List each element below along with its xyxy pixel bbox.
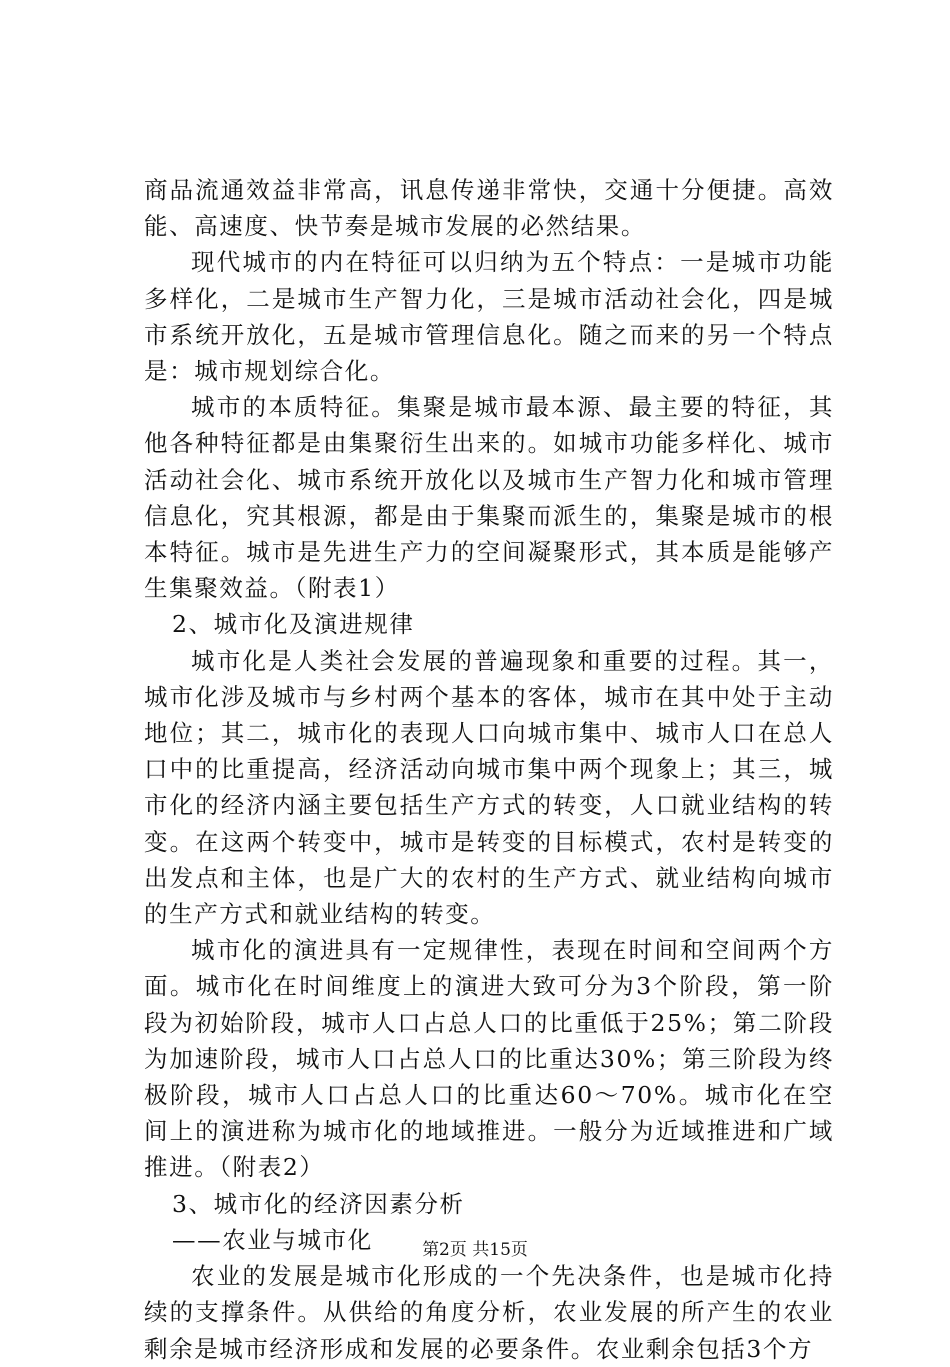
paragraph: 现代城市的内在特征可以归纳为五个特点：一是城市功能多样化，二是城市生产智力化，三是城市活动社会化，四是城市系统开放化，五是城市管理信息化。随之而来的另一个特点是：城市规划综合化。 xyxy=(144,248,834,386)
paragraph: 商品流通效益非常高，讯息传递非常快，交通十分便捷。高效能、高速度、快节奏是城市发展的必然结果。 xyxy=(144,176,834,241)
section-heading: 3、城市化的经济因素分析 xyxy=(172,1189,465,1218)
page-footer: 第2页 共15页 xyxy=(422,1240,528,1260)
paragraph: 城市化的演进具有一定规律性，表现在时间和空间两个方面。城市化在时间维度上的演进大致可分为3个阶段，第一阶段为初始阶段，城市人口占总人口的比重低于25%；第二阶段为加速阶段，城市人口占总人口的比重达30%；第三阶段为终极阶段，城市人口占总人口的比重达60～70%。城市化在空间上的演进称为城市化的地域推进。一般分为近域推进和广域推进。（附表2） xyxy=(144,936,834,1182)
paragraph: 城市的本质特征。集聚是城市最本源、最主要的特征，其他各种特征都是由集聚衍生出来的。如城市功能多样化、城市活动社会化、城市系统开放化以及城市生产智力化和城市管理信息化，究其根源，都是由于集聚而派生的，集聚是城市的根本特征。城市是先进生产力的空间凝聚形式，其本质是能够产生集聚效益。（附表1） xyxy=(144,393,834,603)
section-heading: 2、城市化及演进规律 xyxy=(172,610,415,639)
paragraph: 农业的发展是城市化形成的一个先决条件，也是城市化持续的支撑条件。从供给的角度分析，农业发展的所产生的农业剩余是城市经济形成和发展的必要条件。农业剩余包括3个方 xyxy=(144,1262,834,1363)
document-body xyxy=(144,172,834,1367)
paragraph: 城市化是人类社会发展的普遍现象和重要的过程。其一，城市化涉及城市与乡村两个基本的客体，城市在其中处于主动地位；其二，城市化的表现人口向城市集中、城市人口在总人口中的比重提高，经济活动向城市集中两个现象上；其三，城市化的经济内涵主要包括生产方式的转变，人口就业结构的转变。在这两个转变中，城市是转变的目标模式，农村是转变的出发点和主体，也是广大的农村的生产方式、就业结构向城市的生产方式和就业结构的转变。 xyxy=(144,646,834,929)
subsection-heading: ——农业与城市化 xyxy=(172,1225,373,1254)
